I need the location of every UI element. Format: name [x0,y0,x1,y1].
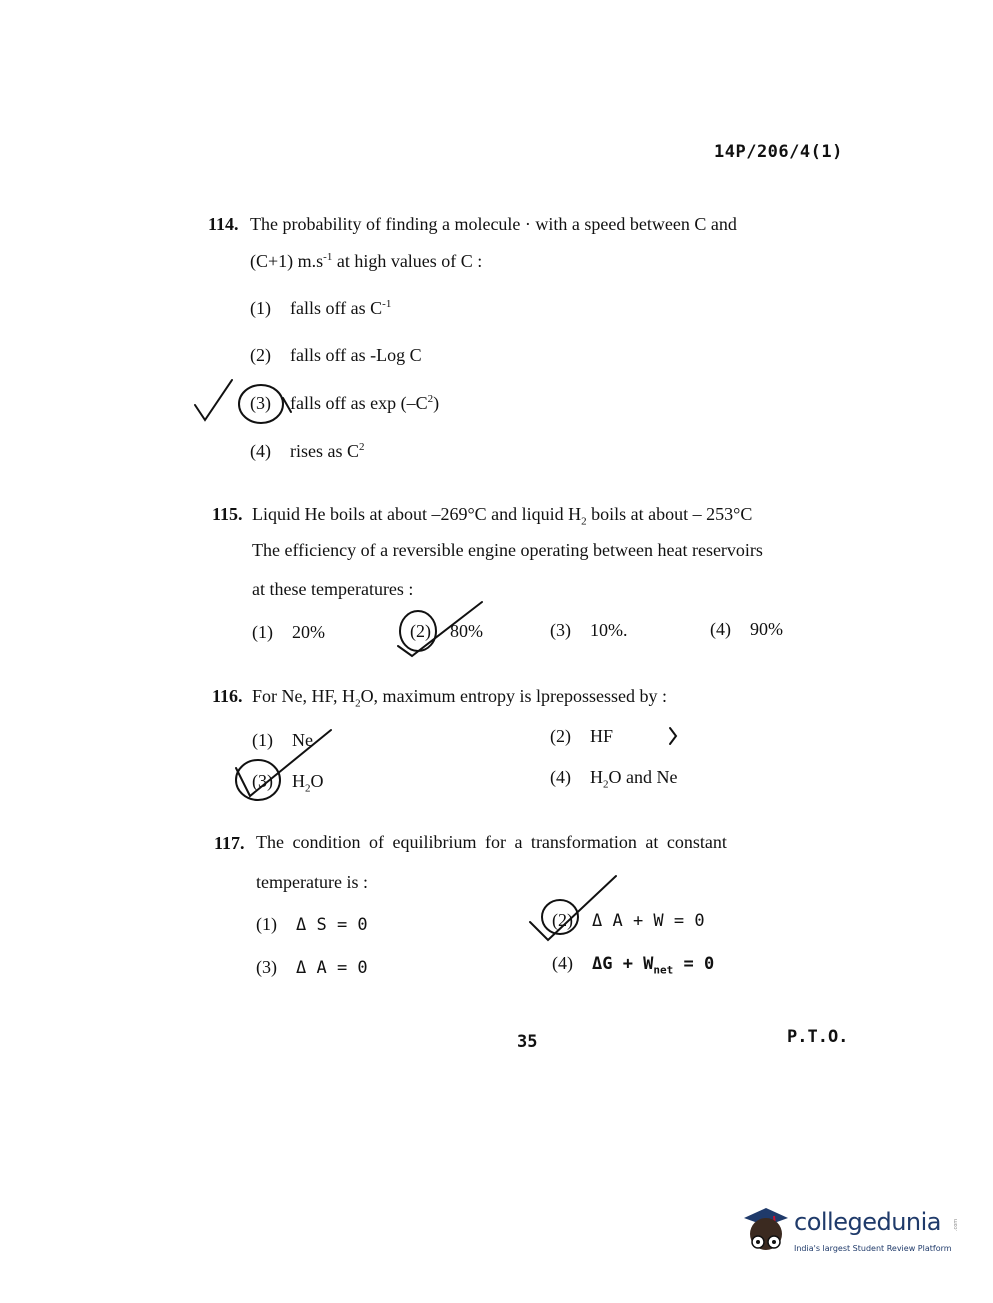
question-number: 114. [208,214,239,234]
answer-circle-q114 [239,385,283,423]
option-3: (3) 10%. [550,620,628,640]
page-number: 35 [517,1032,538,1052]
question-text: For Ne, HF, $H_2O$, maximum entropy is lprepossessed by : [252,686,668,710]
answer-circle-q115 [400,611,436,651]
question-text: The condition of equilibrium for a transformation at constant [256,832,727,852]
option-1: (1) 20% [252,622,325,642]
option-3: (3) Δ A = 0 [256,957,368,978]
option-3: (3) $H_2O$ [252,771,324,795]
option-1: (1) Ne [252,730,313,750]
option-4: (4) $H_2O$ and Ne [550,767,678,791]
option-3: (3) falls off as $\exp (-C^2)$ [250,393,440,413]
option-2: (2) 80% [410,621,483,641]
question-number: 117. [214,833,245,853]
question-number: 116. [212,686,243,706]
option-2: (2) HF [550,726,614,746]
tick-mark-q117 [530,876,616,940]
option-1: (1) falls off as $C^{-1}$ [250,298,392,318]
option-2: (2) falls off as -Log C [250,345,422,365]
logo-domain: .com [953,1218,960,1232]
tick-mark-q114 [195,380,232,420]
question-text-2: temperature is : [256,872,368,892]
logo-name: collegedunia [794,1208,942,1236]
question-number: 115. [212,504,243,524]
option-2: (2) Δ A + W = 0 [552,910,705,931]
question-text-2: The efficiency of a reversible engine operating between heat reservoirs [252,540,763,560]
tick-mark-q115 [398,602,482,656]
logo-tagline: India's largest Student Review Platform [794,1244,952,1253]
collegedunia-mascot-icon [736,1196,796,1260]
option-4: (4) 90% [710,619,783,639]
question-text-3: at these temperatures : [252,579,414,599]
paper-code: 14P/206/4(1) [714,142,843,162]
option-1: (1) Δ S = 0 [256,914,368,935]
option-4: (4) rises as $C^2$ [250,441,365,461]
option-4: (4) $\Delta G + W_{net} = 0$ [552,953,715,977]
question-text-2: (C+1) $m.s^{-1}$ at high values of C : [250,251,483,271]
question-text: Liquid He boils at about –269°C and liquid $H_2$ boils at about – 253°C [252,504,753,528]
question-text: The probability of finding a molecule · with a speed between C and [250,214,737,234]
pto-label: P.T.O. [787,1027,849,1047]
tick-mark-q116 [236,730,331,796]
